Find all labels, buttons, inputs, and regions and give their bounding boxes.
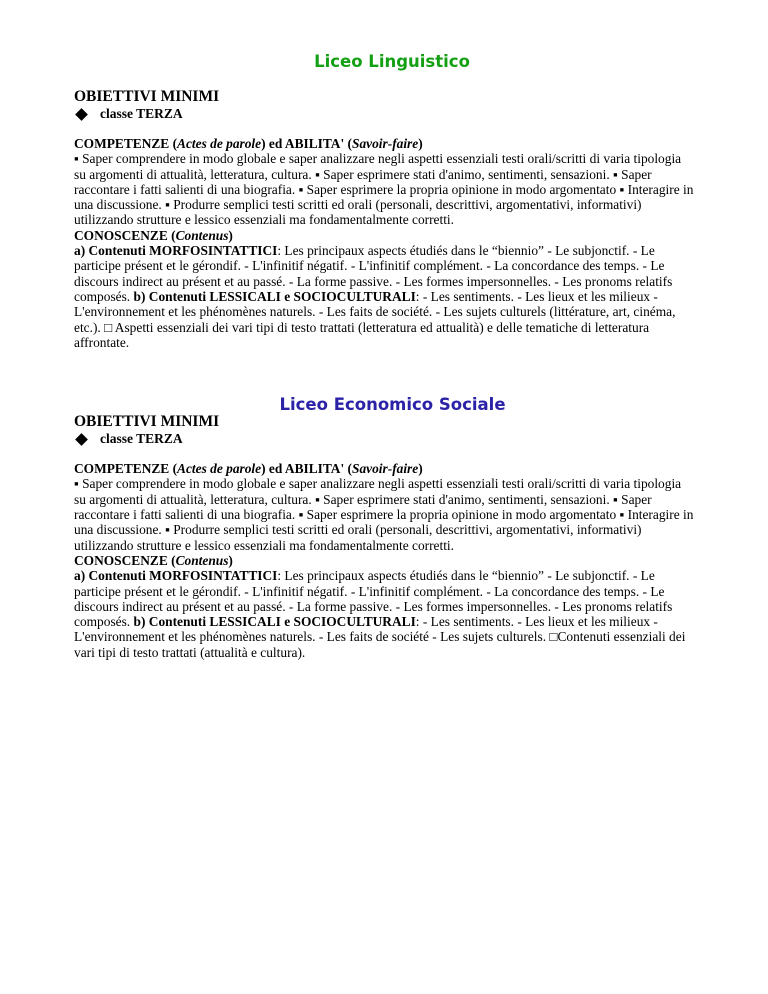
conoscenze-paren: Contenus (175, 552, 229, 568)
competenze-paragraph: COMPETENZE (Actes de parole) ed ABILITA' (Savoir-faire) ▪ Saper comprendere in modo globale e saper analizzare negli aspetti essenziali testi orali/scritti di varia tipologia su argomenti di attualità, letteratura, cultura. ▪ Saper esprimere stati d'animo, sentimenti, sensazioni. ▪ Saper raccontare i fatti salienti di una biografia. ▪ Saper esprimere la propria opinione in modo argomentato ▪ Interagire in una discussione. ▪ Produrre semplici testi scritti ed orali (personali, descrittivi, argomentativi, informativi) utilizzando strutture e lessico essenziali ma fondamentalmente corretti. CONOSCENZE (Contenus) a) Contenuti MORFOSINTATTICI: Les principaux aspects étudiés dans le “biennio” - Le subjonctif. - Le participe présent et le gérondif. - L'infinitif négatif. - L'infinitif complément. - La concordance des temps. - Le discours indirect au présent et au passé. - La forme passive. - Les formes impersonnelles. - Les pronoms relatifs composés. b) Contenuti LESSICALI e SOCIOCULTURALI: - Les sentiments. - Les lieux et les milieux - L'environnement et les phénomènes naturels. - Les faits de société. - Les sujets culturels (littérature, art, cinéma, etc.). □ Aspetti essenziali dei vari tipi di testo trattati (letteratura ed attualità) e delle tematiche di letteratura affrontate. (74, 136, 694, 350)
section-title: Liceo Linguistico (314, 52, 470, 71)
contenuti-a-label: a) Contenuti MORFOSINTATTICI (74, 568, 278, 584)
contenuti-a-label: a) Contenuti MORFOSINTATTICI (74, 243, 278, 259)
competenze-label: COMPETENZE (74, 461, 170, 477)
conoscenze-label: CONOSCENZE (74, 552, 168, 568)
class-line (74, 106, 696, 122)
competenze-text: ▪ Saper comprendere in modo globale e saper analizzare negli aspetti essenziali testi orali/scritti di varia tipologia su argomenti di attualità, letteratura, cultura. ▪ Saper esprimere stati d'animo, sentimenti, sensazioni. ▪ Saper raccontare i fatti salienti di una biografia. ▪ Saper esprimere la propria opinione in modo argomentato ▪ Interagire in una discussione. ▪ Produrre semplici testi scritti ed orali (personali, descrittivi, argomentativi, informativi) utilizzando strutture e lessico essenziali ma fondamentalmente corretti. (74, 151, 694, 228)
competenze-text: ▪ Saper comprendere in modo globale e saper analizzare negli aspetti essenziali testi orali/scritti di varia tipologia su argomenti di attualità, letteratura, cultura. ▪ Saper esprimere stati d'animo, sentimenti, sensazioni. ▪ Saper raccontare i fatti salienti di una biografia. ▪ Saper esprimere la propria opinione in modo argomentato ▪ Interagire in una discussione. ▪ Produrre semplici testi scritti ed orali (personali, descrittivi, argomentativi, informativi) utilizzando strutture e lessico essenziali ma fondamentalmente corretti. (74, 476, 694, 553)
section-liceo-linguistico (74, 52, 696, 350)
abilita-label: ed ABILITA' (268, 136, 345, 151)
class-line (74, 431, 696, 447)
section-title: Liceo Economico Sociale (279, 395, 506, 415)
class-label: classe TERZA (100, 106, 183, 121)
document-page (74, 52, 696, 660)
abilita-label: ed ABILITA' (268, 461, 345, 477)
objectives-heading: OBIETTIVI MINIMI (74, 88, 220, 105)
contenuti-a-text: : Les principaux aspects étudiés dans le “biennio” - Le subjonctif. - Le participe présent et le gérondif. - L'infinitif négatif. - L'infinitif complément. - La concordance des temps. - Le discours indirect au présent et au passé. - La forme passive. - Les formes impersonnelles. - Les pronoms relatifs composés. (74, 568, 673, 630)
abilita-paren: Savoir-faire (352, 461, 419, 477)
class-label: classe TERZA (100, 431, 183, 447)
contenuti-b-text: : - Les sentiments. - Les lieux et les milieux - L'environnement et les phénomènes naturels. - Les faits de société - Les sujets culturels. □Contenuti essenziali dei vari tipi di testo trattati (attualità e cultura). (74, 614, 686, 660)
abilita-paren: Savoir-faire (352, 136, 419, 151)
diamond-bullet-icon (75, 433, 88, 446)
contenuti-b-label: b) Contenuti LESSICALI e SOCIOCULTURALI (133, 288, 416, 304)
contenuti-a-text: : Les principaux aspects étudiés dans le “biennio” - Le subjonctif. - Le participe présent et le gérondif. - L'infinitif négatif. - L'infinitif complément. - La concordance des temps. - Le discours indirect au présent et au passé. - La forme passive. - Les formes impersonnelles. - Les pronoms relatifs composés. (74, 243, 673, 304)
competenze-label: COMPETENZE (74, 136, 170, 151)
conoscenze-paren: Contenus (175, 227, 229, 243)
diamond-bullet-icon (75, 108, 88, 121)
contenuti-b-text: : - Les sentiments. - Les lieux et les milieux - L'environnement et les phénomènes naturels. - Les faits de société. - Les sujets culturels (littérature, art, cinéma, etc.). □ Aspetti essenziali dei vari tipi di testo trattati (letteratura ed attualità) e delle tematiche di letteratura affrontate. (74, 288, 676, 350)
contenuti-b-label: b) Contenuti LESSICALI e SOCIOCULTURALI (133, 614, 416, 630)
conoscenze-label: CONOSCENZE (74, 227, 168, 243)
competenze-paren: Actes de parole (177, 461, 262, 477)
section-liceo-economico-sociale (74, 395, 696, 660)
competenze-paren: Actes de parole (177, 136, 262, 151)
competenze-paragraph: COMPETENZE (Actes de parole) ed ABILITA' (Savoir-faire) ▪ Saper comprendere in modo globale e saper analizzare negli aspetti essenziali testi orali/scritti di varia tipologia su argomenti di attualità, letteratura, cultura. ▪ Saper esprimere stati d'animo, sentimenti, sensazioni. ▪ Saper raccontare i fatti salienti di una biografia. ▪ Saper esprimere la propria opinione in modo argomentato ▪ Interagire in una discussione. ▪ Produrre semplici testi scritti ed orali (personali, descrittivi, argomentativi, informativi) utilizzando strutture e lessico essenziali ma fondamentalmente corretti. CONOSCENZE (Contenus) a) Contenuti MORFOSINTATTICI: Les principaux aspects étudiés dans le “biennio” - Le subjonctif. - Le participe présent et le gérondif. - L'infinitif négatif. - L'infinitif complément. - La concordance des temps. - Le discours indirect au présent et au passé. - La forme passive. - Les formes impersonnelles. - Les pronoms relatifs composés. b) Contenuti LESSICALI e SOCIOCULTURALI: - Les sentiments. - Les lieux et les milieux - L'environnement et les phénomènes naturels. - Les faits de société - Les sujets culturels. □Contenuti essenziali dei vari tipi di testo trattati (attualità e cultura). (74, 461, 694, 660)
objectives-heading: OBIETTIVI MINIMI (74, 413, 220, 431)
